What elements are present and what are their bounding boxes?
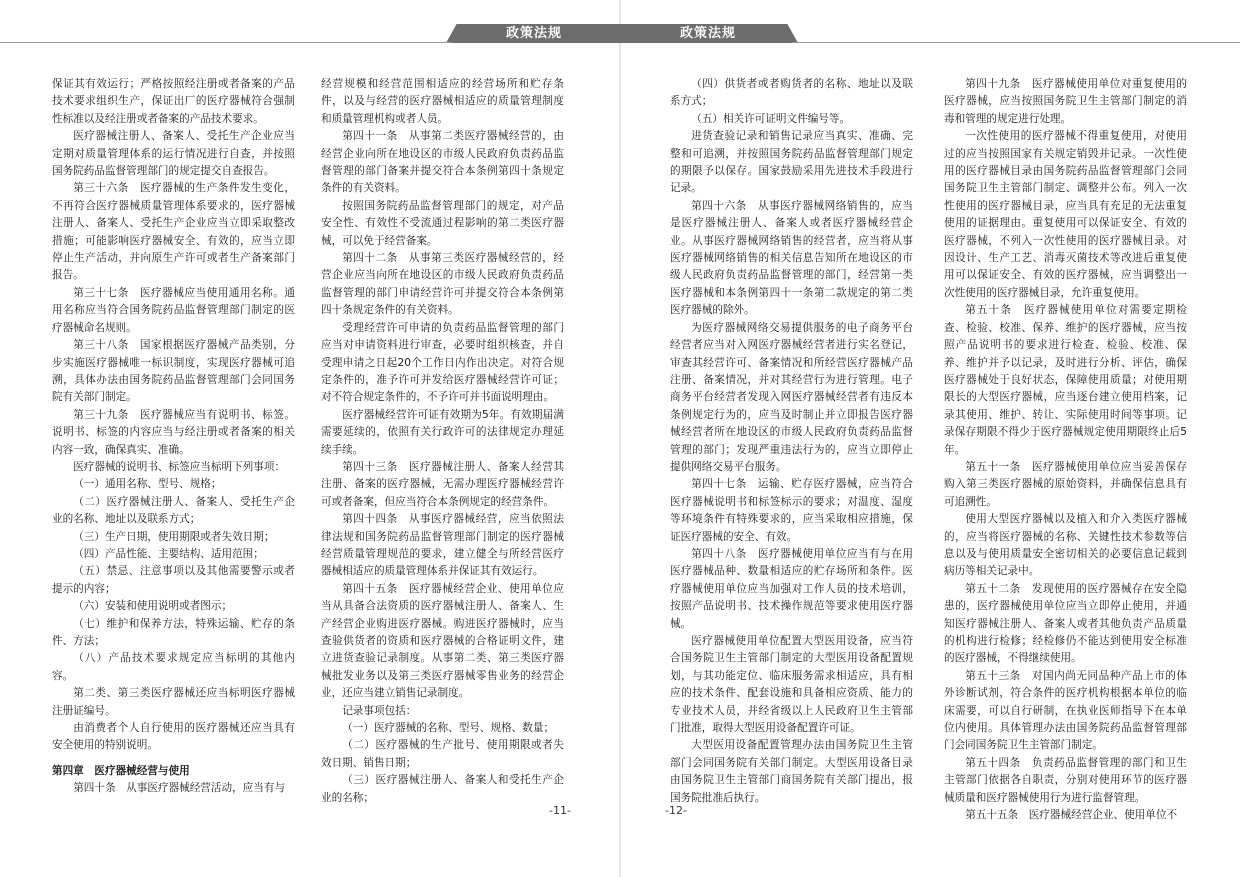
- paragraph: 医疗器械使用单位配置大型医用设备，应当符合国务院卫生主管部门制定的大型医用设备配置规划，与其功能定位、临床服务需求相适应，具有相应的技术条件、配套设施和具备相应资质、能力的专业技术人员，并经省级以上人民政府卫生主管部门批准，取得大型医用设备配置许可证。: [670, 635, 913, 735]
- paragraph: （二）医疗器械的生产批号、使用期限或者失效日期、销售日期；: [321, 739, 564, 769]
- paragraph: 第四十一条 从事第二类医疗器械经营的，由经营企业向所在地设区的市级人民政府负责药品监督管理的部门备案并提交符合本条例第四十条规定条件的有关资料。: [321, 130, 564, 195]
- paragraph: 按照国务院药品监督管理部门的规定，对产品安全性、有效性不受流通过程影响的第二类医疗器械，可以免于经营备案。: [321, 199, 564, 247]
- paragraph: 第五十四条 负责药品监督管理的部门和卫生主管部门依据各自职责，分别对使用环节的医疗器械质量和医疗器械使用行为进行监督管理。: [944, 756, 1187, 804]
- paragraph: （七）维护和保养方法，特殊运输、贮存的条件、方法；: [52, 617, 295, 647]
- paragraph: 第五十五条 医疗器械经营企业、使用单位不: [965, 809, 1178, 822]
- paragraph: （八）产品技术要求规定应当标明的其他内容。: [52, 652, 295, 682]
- paragraph: 第五十条 医疗器械使用单位对需要定期检查、检验、校准、保养、维护的医疗器械，应当按照产品说明书的要求进行检查、检验、校准、保养、维护并予以记录，及时进行分析、评估，确保医疗器械处于良好状态，保障使用质量；对使用期限长的大型医疗器械，应当逐台建立使用档案，记录其使用、维护、转让、实际使用时间等事项。记录保存期限不得少于医疗器械规定使用期限终止后5年。: [944, 304, 1187, 456]
- paragraph: 大型医用设备配置管理办法由国务院卫生主管部门会同国务院有关部门制定。大型医用设备目录由国务院卫生主管部门商国务院有关部门提出，报国务院批准后执行。: [670, 739, 913, 804]
- paragraph: （二）医疗器械注册人、备案人、受托生产企业的名称、地址以及联系方式；: [52, 495, 295, 526]
- paragraph: 第三十九条 医疗器械应当有说明书、标签。说明书、标签的内容应当与经注册或者备案的相关内容一致，确保真实、准确。: [52, 408, 295, 456]
- paragraph: 第四十八条 医疗器械使用单位应当有与在用医疗器械品种、数量相适应的贮存场所和条件。医疗器械使用单位应当加强对工作人员的技术培训，按照产品说明书、技术操作规范等要求使用医疗器械。: [670, 547, 913, 630]
- paragraph: 第三十六条 医疗器械的生产条件发生变化，不再符合医疗器械质量管理体系要求的，医疗器械注册人、备案人、受托生产企业应当立即采取整改措施；可能影响医疗器械安全、有效的，应当立即停止生产活动，并向原生产许可或者生产备案部门报告。: [52, 182, 295, 282]
- right-header-rule: [792, 42, 1240, 43]
- paragraph: （一）通用名称、型号、规格；: [73, 478, 222, 491]
- paragraph: 第四十五条 医疗器械经营企业、使用单位应当从具备合法资质的医疗器械注册人、备案人、生产经营企业购进医疗器械。购进医疗器械时，应当查验供货者的资质和医疗器械的合格证明文件，建立进货查验记录制度。从事第二类、第三类医疗器械批发业务以及第三类医疗器械零售业务的经营企业，还应当建立销售记录制度。: [321, 582, 564, 700]
- right-page-header-title: 政策法规: [679, 26, 736, 41]
- left-page-number: -11-: [549, 804, 571, 817]
- paragraph: （一）医疗器械的名称、型号、规格、数量；: [342, 722, 555, 735]
- paragraph: 记录事项包括：: [342, 704, 417, 717]
- paragraph: 第二类、第三类医疗器械还应当标明医疗器械注册证编号。: [52, 687, 295, 717]
- paragraph: 第五十二条 发现使用的医疗器械存在安全隐患的，医疗器械使用单位应当立即停止使用，并通知医疗器械注册人、备案人或者其他负责产品质量的机构进行检修；经检修仍不能达到使用安全标准的医疗器械，不得继续使用。: [944, 582, 1187, 665]
- paragraph: 第五十三条 对国内尚无同品种产品上市的体外诊断试剂，符合条件的医疗机构根据本单位的临床需要，可以自行研制，在执业医师指导下在本单位内使用。具体管理办法由国务院药品监督管理部门会同国务院卫生主管部门制定。: [944, 669, 1187, 752]
- page-spine: [619, 0, 621, 877]
- right-page-number: -12-: [665, 804, 687, 817]
- paragraph: 第四十六条 从事医疗器械网络销售的，应当是医疗器械注册人、备案人或者医疗器械经营企业。从事医疗器械网络销售的经营者，应当将从事医疗器械网络销售的相关信息告知所在地设区的市级人民政府负责药品监督管理的部门，经营第一类医疗器械和本条例第四十一条第二款规定的第二类医疗器械的除外。: [670, 199, 913, 317]
- paragraph: （三）医疗器械注册人、备案人和受托生产企业的名称；: [321, 774, 564, 804]
- column-right-page-1: [670, 76, 913, 807]
- paragraph: 一次性使用的医疗器械不得重复使用，对使用过的应当按照国家有关规定销毁并记录。一次性使用的医疗器械目录由国务院药品监督管理部门会同国务院卫生主管部门制定、调整并公布。列入一次性使用的医疗器械目录，应当具有充足的无法重复使用的证据理由。重复使用可以保证安全、有效的医疗器械，不列入一次性使用的医疗器械目录。对因设计、生产工艺、消毒灭菌技术等改进后重复使用可以保证安全、有效的医疗器械，应当调整出一次性使用的医疗器械目录，允许重复使用。: [944, 130, 1187, 299]
- paragraph: 使用大型医疗器械以及植入和介入类医疗器械的，应当将医疗器械的名称、关键性技术参数等信息以及与使用质量安全密切相关的必要信息记载到病历等相关记录中。: [944, 513, 1187, 578]
- chapter-heading: 第四章 医疗器械经营与使用: [52, 764, 190, 777]
- paragraph: 受理经营许可申请的负责药品监督管理的部门应当对申请资料进行审查，必要时组织核查，并自受理申请之日起20个工作日内作出决定。对符合规定条件的，准予许可并发给医疗器械经营许可证；对不符合规定条件的，不予许可并书面说明理由。: [321, 321, 564, 404]
- paragraph: 经营规模和经营范围相适应的经营场所和贮存条件，以及与经营的医疗器械相适应的质量管理制度和质量管理机构或者人员。: [321, 78, 564, 125]
- paragraph: （四）供货者或者购货者的名称、地址以及联系方式；: [670, 78, 913, 108]
- column-right-page-2: [944, 76, 1187, 824]
- paragraph: 第三十七条 医疗器械应当使用通用名称。通用名称应当符合国务院药品监督管理部门制定的医疗器械命名规则。: [52, 286, 295, 334]
- paragraph: （五）相关许可证明文件编号等。: [691, 112, 851, 125]
- paragraph: （六）安装和使用说明或者图示；: [73, 600, 233, 613]
- paragraph: 医疗器械经营许可证有效期为5年。有效期届满需要延续的，依照有关行政许可的法律规定办理延续手续。: [321, 408, 564, 456]
- column-left-page-2: [321, 76, 564, 807]
- paragraph: 第四十九条 医疗器械使用单位对重复使用的医疗器械，应当按照国务院卫生主管部门制定的消毒和管理的规定进行处理。: [944, 78, 1187, 125]
- column-left-page-1: [52, 76, 295, 798]
- paragraph: 第三十八条 国家根据医疗器械产品类别，分步实施医疗器械唯一标识制度，实现医疗器械可追溯，具体办法由国务院药品监督管理部门会同国务院有关部门制定。: [52, 339, 295, 404]
- paragraph: 第四十三条 医疗器械注册人、备案人经营其注册、备案的医疗器械，无需办理医疗器械经营许可或者备案，但应当符合本条例规定的经营条件。: [321, 460, 564, 508]
- paragraph: 为医疗器械网络交易提供服务的电子商务平台经营者应当对入网医疗器械经营者进行实名登记，审查其经营许可、备案情况和所经营医疗器械产品注册、备案情况，并对其经营行为进行管理。电子商务平台经营者发现入网医疗器械经营者有违反本条例规定行为的，应当及时制止并立即报告医疗器械经营者所在地设区的市级人民政府负责药品监督管理的部门；发现严重违法行为的，应当立即停止提供网络交易平台服务。: [670, 321, 913, 473]
- paragraph: 第五十一条 医疗器械使用单位应当妥善保存购入第三类医疗器械的原始资料，并确保信息具有可追溯性。: [944, 460, 1187, 508]
- paragraph: 第四十四条 从事医疗器械经营，应当依照法律法规和国务院药品监督管理部门制定的医疗器械经营质量管理规范的要求，建立健全与所经营医疗器械相适应的质量管理体系并保证其有效运行。: [321, 513, 564, 578]
- paragraph: 由消费者个人自行使用的医疗器械还应当具有安全使用的特别说明。: [52, 722, 295, 752]
- paragraph: 进货查验记录和销售记录应当真实、准确、完整和可追溯，并按照国务院药品监督管理部门规定的期限予以保存。国家鼓励采用先进技术手段进行记录。: [670, 130, 913, 195]
- paragraph: 第四十七条 运输、贮存医疗器械，应当符合医疗器械说明书和标签标示的要求；对温度、湿度等环境条件有特殊要求的，应当采取相应措施，保证医疗器械的安全、有效。: [670, 478, 913, 543]
- paragraph: （三）生产日期，使用期限或者失效日期；: [73, 530, 275, 543]
- paragraph: 医疗器械注册人、备案人、受托生产企业应当定期对质量管理体系的运行情况进行自查，并按照国务院药品监督管理部门的规定提交自查报告。: [52, 130, 295, 178]
- paragraph: 医疗器械的说明书、标签应当标明下列事项：: [73, 460, 286, 473]
- paragraph: 第四十二条 从事第三类医疗器械经营的，经营企业应当向所在地设区的市级人民政府负责药品监督管理的部门申请经营许可并提交符合本条例第四十条规定条件的有关资料。: [321, 252, 564, 317]
- paragraph: （四）产品性能、主要结构、适用范围；: [73, 547, 264, 560]
- paragraph: 第四十条 从事医疗器械经营活动，应当有与: [73, 782, 286, 795]
- paragraph: 保证其有效运行；严格按照经注册或者备案的产品技术要求组织生产，保证出厂的医疗器械符合强制性标准以及经注册或者备案的产品技术要求。: [52, 78, 295, 125]
- left-header-rule: [0, 42, 452, 43]
- left-page-header-title: 政策法规: [505, 26, 562, 41]
- paragraph: （五）禁忌、注意事项以及其他需要警示或者提示的内容；: [52, 565, 295, 595]
